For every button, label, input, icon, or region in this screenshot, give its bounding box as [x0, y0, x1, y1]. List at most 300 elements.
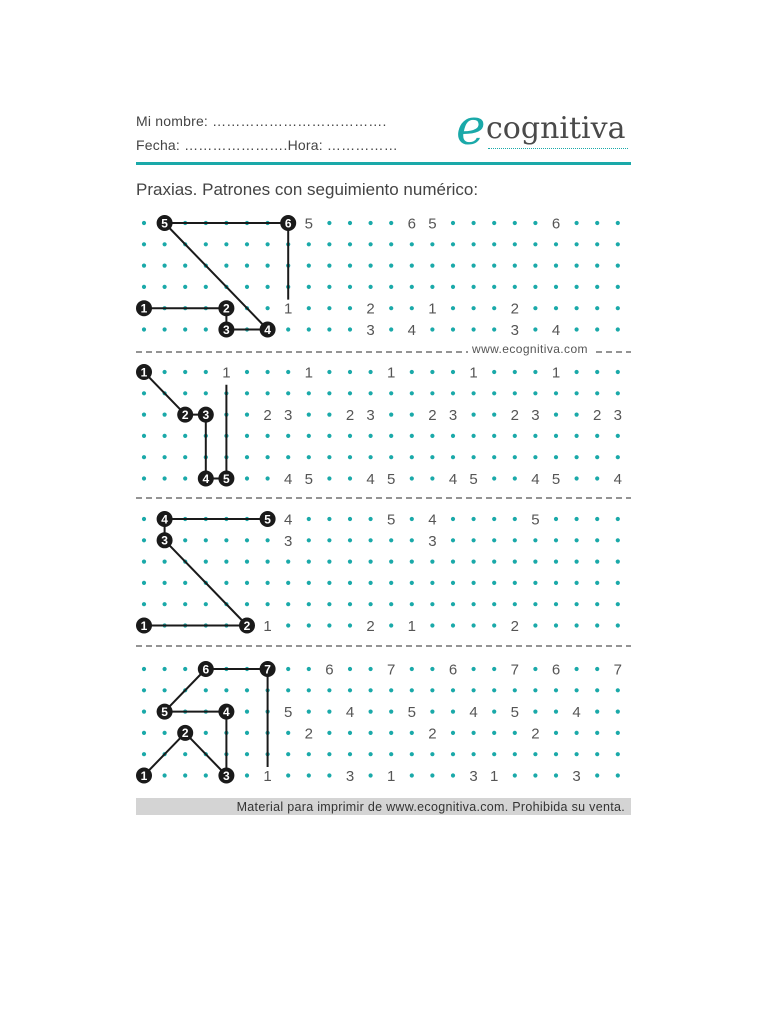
grid-dot: [472, 560, 476, 564]
grid-dot: [595, 560, 599, 564]
grid-dot: [327, 455, 331, 459]
grid-dot: [533, 623, 537, 627]
sequence-number: 3: [284, 407, 293, 425]
grid-dot: [389, 752, 393, 756]
grid-dot: [245, 413, 249, 417]
sequence-number: 3: [366, 407, 375, 425]
grid-dot: [163, 476, 167, 480]
sequence-number: 1: [387, 768, 396, 785]
grid-dot: [554, 285, 558, 289]
grid-dot: [410, 581, 414, 585]
sequence-number: 4: [572, 704, 581, 722]
grid-dot: [595, 602, 599, 606]
grid-dot: [513, 221, 517, 225]
grid-dot: [410, 264, 414, 268]
grid-dot: [575, 623, 579, 627]
grid-dot: [595, 667, 599, 671]
grid-dot: [369, 391, 373, 395]
grid-dot: [616, 264, 620, 268]
website-label: www.ecognitiva.com: [468, 342, 592, 356]
numbered-marker-label: 4: [161, 512, 168, 527]
sequence-number: 2: [510, 407, 519, 425]
grid-dot: [142, 688, 146, 692]
grid-dot: [430, 773, 434, 777]
grid-dot: [595, 285, 599, 289]
grid-dot: [163, 455, 167, 459]
grid-dot: [142, 242, 146, 246]
grid-dot: [430, 710, 434, 714]
numbered-marker-label: 3: [223, 768, 230, 783]
grid-dot: [307, 623, 311, 627]
grid-dot: [451, 327, 455, 331]
grid-dot: [575, 285, 579, 289]
grid-dot: [142, 476, 146, 480]
grid-dot: [204, 773, 208, 777]
grid-dot: [533, 560, 537, 564]
grid-dot: [492, 517, 496, 521]
grid-dot: [245, 731, 249, 735]
grid-dot: [410, 413, 414, 417]
grid-dot: [348, 476, 352, 480]
grid-dot: [595, 581, 599, 585]
grid-dot: [163, 667, 167, 671]
grid-dot: [451, 773, 455, 777]
grid-dot: [245, 560, 249, 564]
grid-dot: [369, 602, 373, 606]
grid-dot: [389, 221, 393, 225]
grid-dot: [266, 370, 270, 374]
grid-dot: [183, 667, 187, 671]
grid-dot: [616, 306, 620, 310]
grid-dot: [286, 581, 290, 585]
grid-dot: [204, 370, 208, 374]
grid-dot: [472, 667, 476, 671]
sequence-number: 1: [387, 364, 396, 382]
grid-dot: [266, 242, 270, 246]
sequence-number: 2: [593, 407, 602, 425]
grid-dot: [492, 242, 496, 246]
grid-dot: [389, 538, 393, 542]
grid-dot: [616, 327, 620, 331]
grid-dot: [348, 306, 352, 310]
sequence-number: 2: [428, 725, 437, 743]
grid-dot: [451, 538, 455, 542]
grid-dot: [327, 285, 331, 289]
sequence-number: 5: [304, 215, 313, 233]
grid-dot: [369, 285, 373, 289]
grid-dot: [389, 306, 393, 310]
grid-dot: [492, 285, 496, 289]
grid-dot: [142, 434, 146, 438]
grid-dot: [389, 455, 393, 459]
grid-dot: [245, 242, 249, 246]
grid-dot: [451, 264, 455, 268]
grid-dot: [451, 221, 455, 225]
grid-dot: [307, 306, 311, 310]
grid-dot: [410, 434, 414, 438]
grid-dot: [348, 242, 352, 246]
grid-dot: [245, 688, 249, 692]
grid-dot: [286, 752, 290, 756]
grid-dot: [472, 752, 476, 756]
grid-dot: [492, 538, 496, 542]
sequence-number: 3: [345, 768, 355, 785]
page-title: Praxias. Patrones con seguimiento numérico:: [136, 180, 479, 199]
grid-dot: [327, 391, 331, 395]
grid-dot: [451, 306, 455, 310]
grid-dot: [142, 285, 146, 289]
grid-dot: [142, 221, 146, 225]
grid-dot: [492, 327, 496, 331]
sequence-number: 6: [448, 661, 458, 679]
grid-dot: [410, 242, 414, 246]
grid-dot: [163, 434, 167, 438]
grid-dot: [142, 517, 146, 521]
grid-dot: [327, 327, 331, 331]
grid-dot: [245, 710, 249, 714]
grid-dot: [307, 667, 311, 671]
grid-dot: [554, 517, 558, 521]
grid-dot: [369, 455, 373, 459]
grid-dot: [451, 434, 455, 438]
grid-dot: [451, 688, 455, 692]
grid-dot: [430, 752, 434, 756]
grid-dot: [554, 602, 558, 606]
grid-dot: [595, 752, 599, 756]
grid-dot: [307, 264, 311, 268]
grid-dot: [492, 221, 496, 225]
grid-dot: [389, 391, 393, 395]
grid-dot: [451, 391, 455, 395]
grid-dot: [492, 413, 496, 417]
grid-dot: [554, 710, 558, 714]
grid-dot: [142, 391, 146, 395]
grid-dot: [348, 752, 352, 756]
sequence-number: 5: [284, 704, 293, 722]
grid-dot: [595, 306, 599, 310]
grid-dot: [183, 391, 187, 395]
grid-dot: [575, 752, 579, 756]
date-time-field-label: Fecha: ………………….Hora: ……………: [136, 137, 398, 153]
grid-dot: [348, 688, 352, 692]
grid-dot: [369, 538, 373, 542]
grid-dot: [533, 306, 537, 310]
numbered-marker-label: 5: [223, 471, 230, 486]
grid-dot: [595, 688, 599, 692]
grid-dot: [307, 327, 311, 331]
grid-dot: [554, 623, 558, 627]
grid-dot: [472, 688, 476, 692]
grid-dot: [142, 731, 146, 735]
grid-dot: [595, 434, 599, 438]
grid-dot: [142, 455, 146, 459]
grid-dot: [369, 560, 373, 564]
grid-dot: [266, 285, 270, 289]
grid-dot: [533, 752, 537, 756]
grid-dot: [430, 370, 434, 374]
grid-dot: [554, 560, 558, 564]
grid-dot: [472, 434, 476, 438]
pattern-line: [165, 223, 268, 330]
grid-dot: [575, 242, 579, 246]
grid-dot: [224, 538, 228, 542]
sequence-number: 5: [531, 511, 540, 529]
sequence-number: 4: [428, 511, 437, 529]
grid-dot: [595, 370, 599, 374]
sequence-number: 2: [510, 618, 519, 635]
grid-dot: [307, 560, 311, 564]
grid-dot: [410, 752, 414, 756]
grid-dot: [348, 667, 352, 671]
grid-dot: [513, 264, 517, 268]
grid-dot: [595, 623, 599, 627]
grid-dot: [430, 560, 434, 564]
grid-dot: [472, 602, 476, 606]
sequence-number: 2: [510, 300, 519, 318]
grid-dot: [245, 264, 249, 268]
grid-dot: [472, 538, 476, 542]
sequence-number: 2: [345, 407, 355, 425]
grid-dot: [183, 752, 187, 756]
grid-dot: [369, 434, 373, 438]
grid-dot: [348, 455, 352, 459]
grid-dot: [369, 221, 373, 225]
grid-dot: [616, 581, 620, 585]
grid-dot: [430, 602, 434, 606]
sequence-number: 3: [531, 407, 540, 425]
grid-dot: [451, 517, 455, 521]
grid-dot: [595, 327, 599, 331]
grid-dot: [327, 476, 331, 480]
numbered-marker-label: 6: [202, 662, 210, 677]
grid-dot: [163, 773, 167, 777]
grid-dot: [348, 517, 352, 521]
grid-dot: [307, 602, 311, 606]
grid-dot: [369, 731, 373, 735]
grid-dot: [616, 517, 620, 521]
grid-dot: [266, 306, 270, 310]
grid-dot: [472, 623, 476, 627]
grid-dot: [513, 285, 517, 289]
grid-dot: [183, 285, 187, 289]
grid-dot: [595, 455, 599, 459]
grid-dot: [369, 667, 373, 671]
grid-dot: [616, 370, 620, 374]
grid-dot: [348, 623, 352, 627]
grid-dot: [492, 752, 496, 756]
grid-dot: [616, 538, 620, 542]
grid-dot: [266, 538, 270, 542]
grid-dot: [163, 731, 167, 735]
grid-dot: [410, 285, 414, 289]
grid-dot: [575, 602, 579, 606]
grid-dot: [369, 752, 373, 756]
grid-dot: [430, 242, 434, 246]
grid-dot: [327, 623, 331, 627]
grid-dot: [410, 517, 414, 521]
grid-dot: [307, 752, 311, 756]
grid-dot: [245, 370, 249, 374]
grid-dot: [286, 602, 290, 606]
grid-dot: [451, 752, 455, 756]
grid-dot: [533, 285, 537, 289]
grid-dot: [389, 581, 393, 585]
grid-dot: [163, 242, 167, 246]
grid-dot: [410, 731, 414, 735]
grid-dot: [616, 434, 620, 438]
grid-dot: [492, 581, 496, 585]
grid-dot: [533, 710, 537, 714]
grid-dot: [389, 602, 393, 606]
grid-dot: [430, 391, 434, 395]
grid-dot: [348, 327, 352, 331]
grid-dot: [183, 434, 187, 438]
grid-dot: [142, 538, 146, 542]
grid-dot: [410, 688, 414, 692]
grid-dot: [533, 242, 537, 246]
grid-dot: [369, 688, 373, 692]
grid-dot: [142, 581, 146, 585]
numbered-marker-label: 5: [161, 216, 168, 231]
numbered-marker-label: 2: [181, 407, 189, 422]
sequence-number: 7: [510, 661, 519, 679]
grid-dot: [430, 285, 434, 289]
grid-dot: [307, 517, 311, 521]
grid-dot: [307, 538, 311, 542]
grid-dot: [616, 242, 620, 246]
sequence-number: 2: [304, 725, 313, 743]
grid-dot: [369, 581, 373, 585]
grid-dot: [616, 455, 620, 459]
grid-dot: [492, 560, 496, 564]
grid-dot: [533, 327, 537, 331]
grid-dot: [307, 710, 311, 714]
sequence-number: 5: [428, 215, 437, 233]
grid-dot: [533, 434, 537, 438]
grid-dot: [327, 434, 331, 438]
grid-dot: [348, 221, 352, 225]
grid-dot: [533, 581, 537, 585]
grid-dot: [410, 773, 414, 777]
grid-dot: [616, 221, 620, 225]
sequence-number: 3: [284, 532, 293, 550]
grid-dot: [204, 731, 208, 735]
grid-dot: [307, 242, 311, 246]
sequence-number: 3: [428, 532, 437, 550]
numbered-marker-label: 5: [264, 512, 271, 527]
grid-dot: [616, 710, 620, 714]
grid-dot: [142, 560, 146, 564]
grid-dot: [224, 688, 228, 692]
grid-dot: [554, 413, 558, 417]
grid-dot: [204, 560, 208, 564]
grid-dot: [266, 560, 270, 564]
grid-dot: [616, 560, 620, 564]
grid-dot: [616, 688, 620, 692]
name-field-label: Mi nombre: ……………………………….: [136, 113, 387, 129]
numbered-marker-label: 2: [181, 726, 189, 741]
grid-dot: [575, 264, 579, 268]
grid-dot: [451, 623, 455, 627]
grid-dot: [369, 517, 373, 521]
grid-dot: [307, 391, 311, 395]
grid-dot: [451, 710, 455, 714]
grid-dot: [286, 434, 290, 438]
grid-dot: [142, 710, 146, 714]
grid-dot: [307, 581, 311, 585]
sequence-number: 4: [469, 704, 478, 722]
pattern-line: [165, 669, 206, 712]
grid-dot: [513, 476, 517, 480]
grid-dot: [348, 731, 352, 735]
grid-dot: [327, 242, 331, 246]
sequence-number: 1: [428, 300, 437, 318]
grid-dot: [327, 710, 331, 714]
grid-dot: [430, 264, 434, 268]
grid-dot: [533, 602, 537, 606]
grid-dot: [286, 731, 290, 735]
grid-dot: [472, 306, 476, 310]
numbered-marker-label: 6: [284, 216, 292, 231]
grid-dot: [492, 731, 496, 735]
grid-dot: [307, 455, 311, 459]
grid-dot: [245, 391, 249, 395]
grid-dot: [430, 327, 434, 331]
grid-dot: [616, 731, 620, 735]
grid-dot: [266, 264, 270, 268]
grid-dot: [183, 538, 187, 542]
sequence-number: 3: [448, 407, 458, 425]
sequence-number: 6: [325, 661, 334, 679]
grid-dot: [575, 306, 579, 310]
grid-dot: [451, 731, 455, 735]
grid-dot: [472, 242, 476, 246]
grid-dot: [204, 242, 208, 246]
sequence-number: 4: [366, 471, 375, 488]
grid-dot: [616, 602, 620, 606]
grid-dot: [430, 667, 434, 671]
grid-dot: [142, 602, 146, 606]
grid-dot: [286, 688, 290, 692]
grid-dot: [410, 538, 414, 542]
grid-dot: [348, 264, 352, 268]
grid-dot: [492, 391, 496, 395]
grid-dot: [554, 455, 558, 459]
grid-dot: [183, 370, 187, 374]
grid-dot: [595, 391, 599, 395]
grid-dot: [307, 413, 311, 417]
sequence-number: 4: [345, 704, 355, 722]
grid-dot: [513, 455, 517, 459]
grid-dot: [451, 370, 455, 374]
grid-dot: [245, 434, 249, 438]
sequence-number: 1: [284, 300, 293, 318]
sequence-number: 7: [387, 661, 396, 679]
grid-dot: [163, 264, 167, 268]
grid-dot: [492, 455, 496, 459]
sequence-number: 3: [469, 768, 478, 785]
grid-dot: [348, 581, 352, 585]
grid-dot: [183, 581, 187, 585]
grid-dot: [575, 455, 579, 459]
grid-dot: [575, 391, 579, 395]
grid-dot: [554, 306, 558, 310]
grid-dot: [224, 242, 228, 246]
grid-dot: [554, 391, 558, 395]
grid-dot: [204, 327, 208, 331]
grid-dot: [410, 370, 414, 374]
sequence-number: 5: [510, 704, 519, 722]
